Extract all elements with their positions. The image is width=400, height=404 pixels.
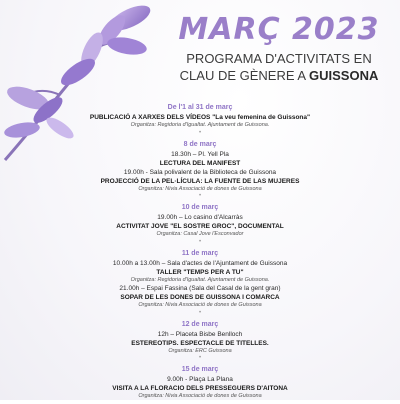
event-organizer: Organitza: Casal Jove l'Esconvador xyxy=(156,231,244,237)
subtitle-city: GUISSONA xyxy=(309,68,379,83)
event-organizer: Organitza: Nivia Associació de dones de Guissona xyxy=(138,393,262,399)
event-organizer: Organitza: Nivia Associació de dones de Guissona xyxy=(138,302,262,308)
event-title: PUBLICACIÓ A XARXES DELS VÍDEOS "La veu femenina de Guissona" xyxy=(89,114,311,121)
event-title: PROJECCIÓ DE LA PEL·LÍCULA: LA FUENTE DE LAS MUJERES xyxy=(100,177,300,185)
event-date: 8 de març xyxy=(183,140,217,148)
event-block xyxy=(20,249,380,317)
event-title: TALLER "TEMPS PER A TU" xyxy=(156,268,244,276)
poster-header xyxy=(160,14,398,84)
event-time-location: 21.00h – Espai Fassina (Sala del Casal de la gent gran) xyxy=(119,285,281,292)
event-block xyxy=(20,320,380,363)
separator-dot: • xyxy=(198,129,202,136)
subtitle-line-2-text: CLAU DE GÈNERE A xyxy=(179,68,306,83)
event-time-location: 19.00h - Sala polivalent de la Biblioteca de Guissona xyxy=(123,168,277,176)
separator-dot: • xyxy=(198,238,202,245)
event-block xyxy=(20,140,380,201)
event-title: ESTEREOTIPS. ESPECTACLE DE TITELLES. xyxy=(131,339,269,347)
event-organizer: Organitza: Nivia Associació de dones de Guissona xyxy=(138,185,262,192)
subtitle-line-1: PROGRAMA D'ACTIVITATS EN xyxy=(186,51,372,66)
poster-title: MARÇ 2023 xyxy=(178,12,380,47)
activities-program xyxy=(20,103,380,404)
event-block xyxy=(20,203,380,246)
separator-dot: • xyxy=(198,309,202,316)
event-date: De l'1 al 31 de març xyxy=(167,104,233,111)
event-block xyxy=(20,365,380,401)
event-time-location: 19.00h – Lo casino d'Alcarràs xyxy=(157,214,243,221)
event-date: 12 de març xyxy=(181,320,219,328)
subtitle-line-2 xyxy=(160,67,398,84)
event-time-location: 18.30h – Pl. Yell Pla xyxy=(171,150,229,158)
event-organizer: Organitza: ERC Guissona xyxy=(168,347,232,354)
poster-subtitle xyxy=(160,50,398,84)
event-time-location: 9.00h - Plaça La Plana xyxy=(167,376,233,383)
event-title: LECTURA DEL MANIFEST xyxy=(159,159,241,167)
event-date: 15 de març xyxy=(181,366,219,373)
event-title: ACTIVITAT JOVE "EL SOSTRE GROC", DOCUMENTAL xyxy=(116,223,284,230)
event-title: SOPAR DE LES DONES DE GUISSONA I COMARCA xyxy=(120,294,280,301)
event-block xyxy=(20,103,380,137)
event-time-location: 10.00h a 13.00h – Sala d'actes de l'Ajuntament de Guissona xyxy=(112,259,288,267)
event-date: 10 de març xyxy=(181,204,219,211)
separator-dot: • xyxy=(198,355,202,361)
event-date: 11 de març xyxy=(181,249,219,257)
event-organizer: Organitza: Regidoria d'Igualtat. Ajuntament de Guissona. xyxy=(130,122,270,128)
separator-dot: • xyxy=(198,193,202,199)
event-time-location: 12h – Placeta Bisbe Benlloch xyxy=(157,330,243,338)
event-organizer: Organitza: Regidoria d'Igualtat. Ajuntament de Guissona. xyxy=(130,276,270,283)
event-title: VISITA A LA FLORACIO DELS PRESSEGUERS D'AITONA xyxy=(112,385,288,392)
